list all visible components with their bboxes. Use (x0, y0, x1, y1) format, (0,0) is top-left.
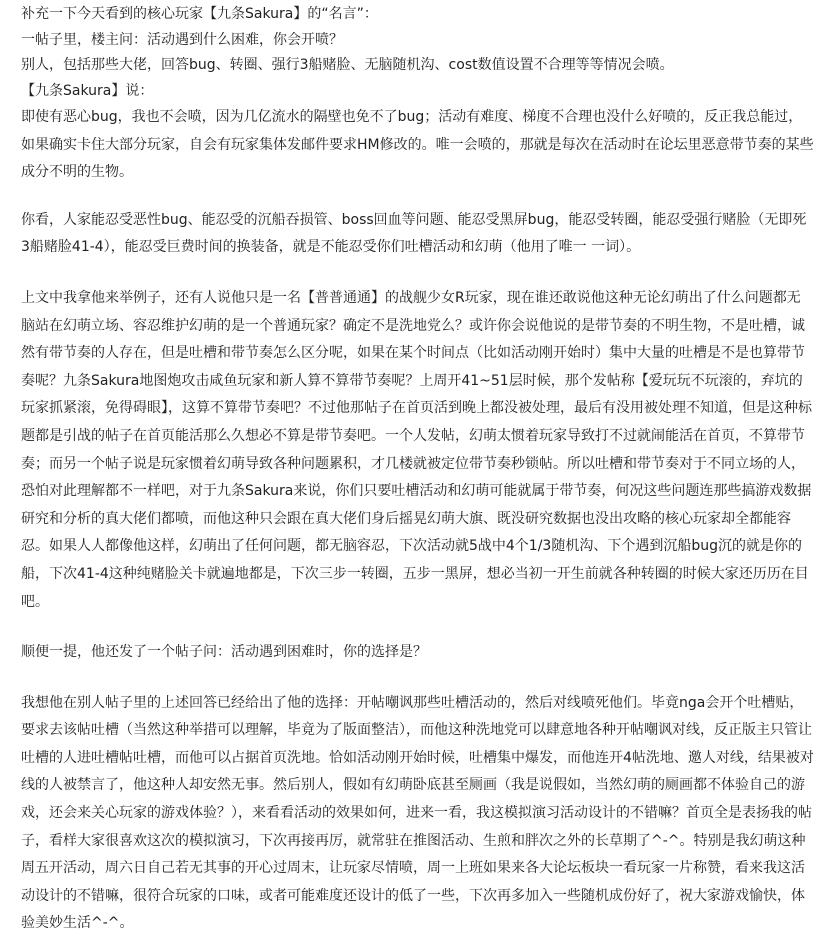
paragraph-2: 你看，人家能忍受恶性bug、能忍受的沉船吞损管、boss回血等问题、能忍受黑屏bug，能忍受转圈，能忍受强行赌脸（无即死3船赌脸41-4），能忍受巨费时间的换装备，就是不能忍受你们吐槽活动和幻萌（他用了唯一 一词）。 (21, 211, 807, 256)
paragraph-spacer (21, 667, 814, 690)
paragraph-4: 顺便一提，他还发了一个帖子问：活动遇到困难时，你的选择是？ (21, 644, 427, 661)
paragraph-spacer (21, 262, 814, 285)
paragraph-spacer (21, 187, 814, 207)
intro-line-3: 别人，包括那些大佬，回答bug、转圈、强行3船赌脸、无脑随机沟、cost数值设置不合理等等情况会喷。 (21, 57, 674, 73)
paragraph-spacer (21, 616, 814, 639)
intro-line-2: 一帖子里，楼主问：活动遇到什么困难，你会开喷？ (21, 31, 343, 48)
intro-line-1: 补充一下今天看到的核心玩家【九条Sakura】的“名言”： (21, 6, 378, 22)
quote-paragraph: 即使有恶心bug，我也不会喷，因为几亿流水的隔壁也免不了bug；活动有难度、梯度不合理也没什么好喷的，反正我总能过，如果确实卡住大部分玩家，自会有玩家集体发邮件要求HM修改的。唯一会喷的，那就是每次在活动时在论坛里恶意带节奏的某些成分不明的生物。 (21, 109, 814, 181)
paragraph-3: 上文中我拿他来举例子，还有人说他只是一名【普普通通】的战舰少女R玩家，现在谁还敢说他这种无论幻萌出了什么问题都无脑站在幻萌立场、容忍维护幻萌的是一个普通玩家？确定不是洗地党么？或许你会说他说的是带节奏的不明生物，不是吐槽，诚然有带节奏的人存在，但是吐槽和带节奏怎么区分呢，如果在某个时间点（比如活动刚开始时）集中大量的吐槽是不是也算带节奏呢？九条Sakura地图炮攻击咸鱼玩家和新人算不算带节奏呢？上周开41~51层时候，那个发帖称【爱玩玩不玩滚的，弃坑的玩家抓紧滚，免得碍眼】，这算不算带节奏吧？不过他那帖子在首页活到晚上都没被处理，最后有没用被处理不知道，但是这种标题都是引战的帖子在首页能活那么久想必不算是带节奏吧。一个人发帖，幻萌太惯着玩家导致打不过就闹能活在首页，不算带节奏；而另一个帖子说是玩家惯着幻萌导致各种问题累积，才几楼就被定位带节奏秒锁帖。所以吐槽和带节奏对于不同立场的人，恐怕对此理解都不一样吧，对于九条Sakura来说，你们只要吐槽活动和幻萌可能就属于带节奏，何况这些问题连那些搞游戏数据研究和分析的真大佬们都喷，而他这种只会跟在真大佬们身后摇晃幻萌大旗、既没研究数据也没出攻略的核心玩家却全都能容忍。如果人人都像他这样，幻萌出了任何问题，都无脑容忍，下次活动就5战中4个1/3随机沟、下个遇到沉船bug沉的就是你的船，下次41-4这种纯赌脸关卡就遍地都是，下次三步一转圈，五步一黑屏，想必当初一开生前就各种转圈的时候大家还历历在目吧。 (21, 289, 812, 610)
intro-line-4: 【九条Sakura】说： (21, 82, 154, 99)
paragraph-5: 我想他在别人帖子里的上述回答已经给出了他的选择：开帖嘲讽那些吐槽活动的，然后对线喷死他们。毕竟nga会开个吐槽贴，要求去该帖吐槽（当然这种举措可以理解，毕竟为了版面整洁），而他这种洗地党可以肆意地各种开帖嘲讽对线，反正版主只管让吐槽的人进吐槽帖吐槽，而他可以占据首页洗地。恰如活动刚开始时候，吐槽集中爆发，而他连开4帖洗地、邀人对线，结果被对线的人被禁言了，他这种人却安然无事。然后别人，假如有幻萌卧底甚至厕画（我是说假如，当然幻萌的厕画都不体验自己的游戏，还会来关心玩家的游戏体验？），来看看活动的效果如何，进来一看，我这模拟演习活动设计的不错嘛？首页全是表扬我的帖子，看样大家很喜欢这次的模拟演习，下次再接再厉，就常驻在推图活动、生煎和胖次之外的长草期了^-^。特别是我幻萌这种周五开活动，周六日自己若无其事的开心过周末，让玩家尽情喷，周一上班如果来各大论坛板块一看玩家一片称赞，看来我这活动设计的不错嘛，很符合玩家的口味，或者可能难度还设计的低了一些，下次再多加入一些随机成份好了，祝大家游戏愉快，体验美妙生活^-^。 (21, 694, 814, 932)
